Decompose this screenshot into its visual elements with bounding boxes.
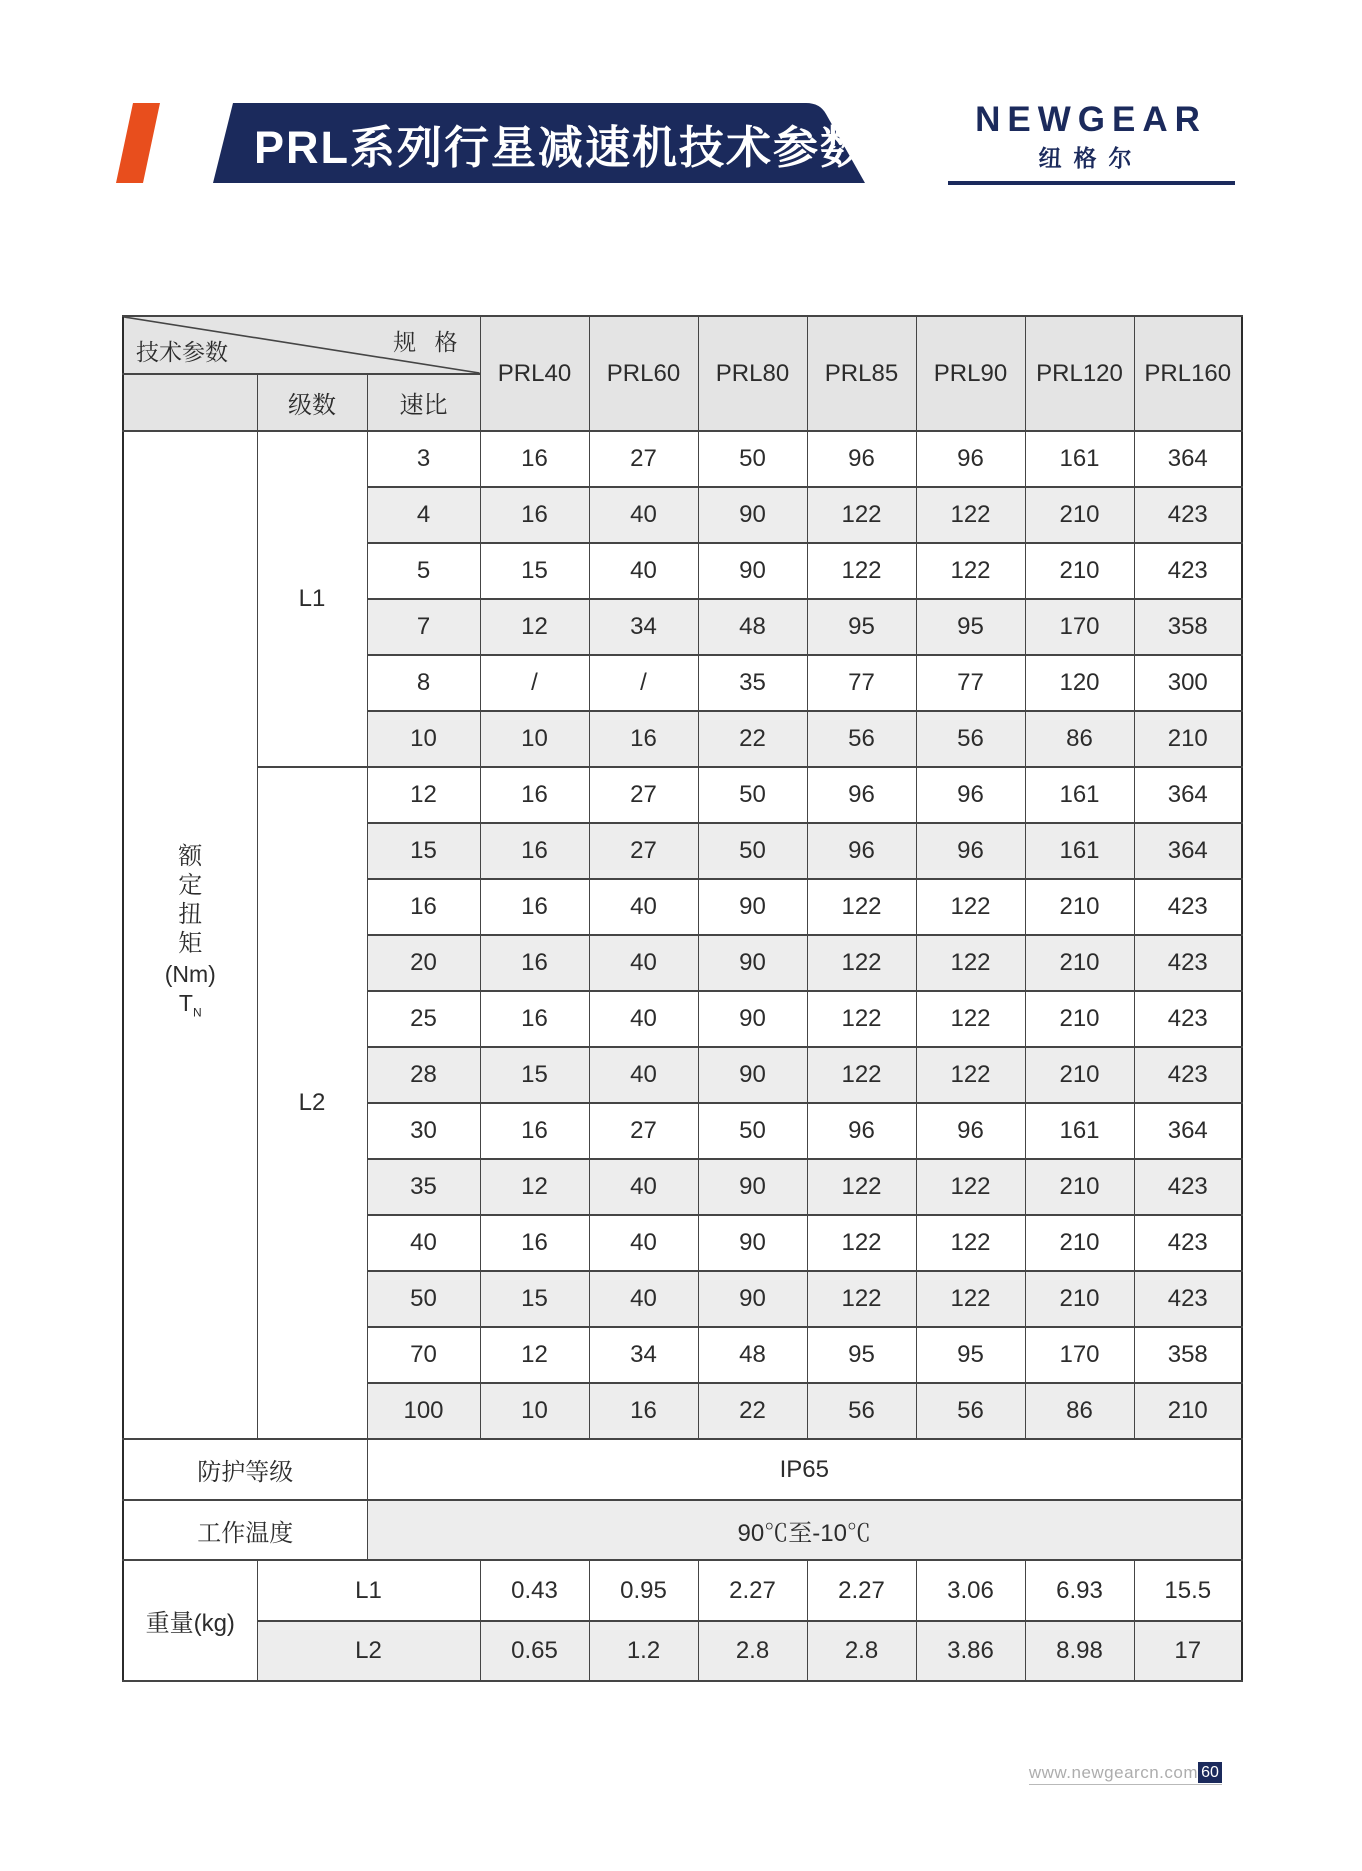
- value-cell: 27: [589, 1103, 698, 1159]
- protection-label: 防护等级: [123, 1439, 367, 1500]
- value-cell: 122: [916, 543, 1025, 599]
- value-cell: 358: [1134, 1327, 1242, 1383]
- value-cell: 161: [1025, 1103, 1134, 1159]
- value-cell: 122: [807, 1159, 916, 1215]
- weight-value-cell: 2.27: [698, 1560, 807, 1621]
- ratio-cell: 12: [367, 767, 480, 823]
- value-cell: 15: [480, 1271, 589, 1327]
- value-cell: 96: [916, 823, 1025, 879]
- value-cell: 210: [1025, 1271, 1134, 1327]
- value-cell: 120: [1025, 655, 1134, 711]
- value-cell: 122: [916, 935, 1025, 991]
- value-cell: 34: [589, 1327, 698, 1383]
- value-cell: 86: [1025, 711, 1134, 767]
- ratio-cell: 20: [367, 935, 480, 991]
- value-cell: 423: [1134, 487, 1242, 543]
- spec-table: [122, 315, 1243, 1682]
- value-cell: /: [589, 655, 698, 711]
- corner-label-params: 技术参数: [136, 339, 228, 365]
- temperature-row: [123, 1500, 1242, 1560]
- value-cell: 122: [807, 879, 916, 935]
- value-cell: 210: [1025, 879, 1134, 935]
- value-cell: 48: [698, 1327, 807, 1383]
- value-cell: 50: [698, 823, 807, 879]
- value-cell: 90: [698, 991, 807, 1047]
- value-cell: 90: [698, 487, 807, 543]
- value-cell: 423: [1134, 1271, 1242, 1327]
- value-cell: 16: [480, 935, 589, 991]
- value-cell: 210: [1025, 1047, 1134, 1103]
- value-cell: 56: [807, 711, 916, 767]
- weight-row-l1: [123, 1560, 1242, 1621]
- ratio-cell: 15: [367, 823, 480, 879]
- weight-stage-l1: L1: [257, 1560, 480, 1621]
- temperature-value: 90℃至-10℃: [367, 1500, 1242, 1560]
- value-cell: 10: [480, 1383, 589, 1439]
- value-cell: 86: [1025, 1383, 1134, 1439]
- col-header-prl60: PRL60: [589, 316, 698, 431]
- value-cell: 40: [589, 991, 698, 1047]
- footer-url: www.newgearcn.com: [1028, 1763, 1198, 1782]
- value-cell: 122: [916, 1159, 1025, 1215]
- value-cell: 423: [1134, 935, 1242, 991]
- ratio-cell: 10: [367, 711, 480, 767]
- value-cell: 96: [807, 1103, 916, 1159]
- value-cell: 122: [807, 487, 916, 543]
- value-cell: 90: [698, 1271, 807, 1327]
- col-header-prl80: PRL80: [698, 316, 807, 431]
- value-cell: 56: [916, 711, 1025, 767]
- logo-chinese-name: 纽格尔: [1038, 145, 1144, 171]
- value-cell: 27: [589, 823, 698, 879]
- logo-wordmark: NEWGEAR: [975, 100, 1207, 139]
- weight-value-cell: 0.43: [480, 1560, 589, 1621]
- value-cell: 27: [589, 767, 698, 823]
- page-number-badge: 60: [1198, 1762, 1222, 1783]
- value-cell: 364: [1134, 1103, 1242, 1159]
- value-cell: 16: [589, 711, 698, 767]
- value-cell: 16: [589, 1383, 698, 1439]
- temperature-label: 工作温度: [123, 1500, 367, 1560]
- brand-logo: [948, 100, 1234, 173]
- value-cell: 10: [480, 711, 589, 767]
- value-cell: 40: [589, 1159, 698, 1215]
- value-cell: 423: [1134, 543, 1242, 599]
- torque-label-cell: 额 定 扭 矩 (Nm) $T_N$: [123, 431, 257, 1439]
- value-cell: 96: [916, 1103, 1025, 1159]
- ratio-cell: 28: [367, 1047, 480, 1103]
- value-cell: 16: [480, 1103, 589, 1159]
- value-cell: 122: [807, 991, 916, 1047]
- value-cell: 122: [807, 1047, 916, 1103]
- subheader-empty: [123, 374, 257, 431]
- value-cell: 12: [480, 1159, 589, 1215]
- value-cell: 161: [1025, 767, 1134, 823]
- value-cell: 423: [1134, 1159, 1242, 1215]
- value-cell: 210: [1025, 1215, 1134, 1271]
- value-cell: 122: [807, 543, 916, 599]
- col-header-prl120: PRL120: [1025, 316, 1134, 431]
- value-cell: 358: [1134, 599, 1242, 655]
- value-cell: 48: [698, 599, 807, 655]
- value-cell: 40: [589, 935, 698, 991]
- value-cell: 16: [480, 1215, 589, 1271]
- value-cell: 90: [698, 1159, 807, 1215]
- value-cell: 170: [1025, 599, 1134, 655]
- ratio-cell: 16: [367, 879, 480, 935]
- value-cell: 16: [480, 431, 589, 487]
- corner-label-spec: 规 格: [393, 329, 464, 355]
- value-cell: 16: [480, 991, 589, 1047]
- value-cell: 122: [916, 487, 1025, 543]
- value-cell: 16: [480, 879, 589, 935]
- value-cell: 90: [698, 1215, 807, 1271]
- ratio-cell: 5: [367, 543, 480, 599]
- protection-row: [123, 1439, 1242, 1500]
- weight-value-cell: 8.98: [1025, 1621, 1134, 1681]
- ratio-cell: 3: [367, 431, 480, 487]
- weight-value-cell: 17: [1134, 1621, 1242, 1681]
- ratio-cell: 40: [367, 1215, 480, 1271]
- value-cell: 40: [589, 1215, 698, 1271]
- value-cell: 364: [1134, 823, 1242, 879]
- value-cell: 16: [480, 767, 589, 823]
- value-cell: 12: [480, 1327, 589, 1383]
- ratio-cell: 25: [367, 991, 480, 1047]
- value-cell: 95: [807, 1327, 916, 1383]
- value-cell: 40: [589, 879, 698, 935]
- value-cell: 22: [698, 1383, 807, 1439]
- header-row-1: [123, 316, 1242, 374]
- value-cell: 122: [916, 1271, 1025, 1327]
- value-cell: 35: [698, 655, 807, 711]
- value-cell: 77: [807, 655, 916, 711]
- value-cell: 96: [916, 431, 1025, 487]
- value-cell: 423: [1134, 1047, 1242, 1103]
- weight-label: 重量(kg): [123, 1560, 257, 1681]
- value-cell: 95: [807, 599, 916, 655]
- value-cell: 122: [916, 879, 1025, 935]
- subheader-ratio: 速比: [367, 374, 480, 431]
- stage-cell-l1: L1: [257, 431, 367, 767]
- value-cell: 210: [1025, 543, 1134, 599]
- value-cell: 170: [1025, 1327, 1134, 1383]
- value-cell: 210: [1025, 487, 1134, 543]
- value-cell: 122: [916, 1215, 1025, 1271]
- value-cell: 95: [916, 1327, 1025, 1383]
- weight-value-cell: 6.93: [1025, 1560, 1134, 1621]
- banner-orange-accent: [116, 103, 160, 183]
- ratio-cell: 4: [367, 487, 480, 543]
- col-header-prl85: PRL85: [807, 316, 916, 431]
- ratio-cell: 8: [367, 655, 480, 711]
- weight-value-cell: 2.27: [807, 1560, 916, 1621]
- value-cell: 210: [1025, 935, 1134, 991]
- weight-value-cell: 0.65: [480, 1621, 589, 1681]
- value-cell: 15: [480, 1047, 589, 1103]
- value-cell: 96: [807, 431, 916, 487]
- value-cell: 95: [916, 599, 1025, 655]
- value-cell: 210: [1134, 1383, 1242, 1439]
- value-cell: 300: [1134, 655, 1242, 711]
- value-cell: 50: [698, 1103, 807, 1159]
- value-cell: 56: [916, 1383, 1025, 1439]
- value-cell: 122: [807, 1215, 916, 1271]
- torque-row-l1-3: [123, 431, 1242, 487]
- value-cell: 423: [1134, 991, 1242, 1047]
- page-title: PRL系列行星减速机技术参数: [254, 121, 868, 173]
- value-cell: 122: [807, 1271, 916, 1327]
- torque-row-l2-12: [123, 767, 1242, 823]
- weight-value-cell: 3.86: [916, 1621, 1025, 1681]
- value-cell: 364: [1134, 767, 1242, 823]
- ratio-cell: 50: [367, 1271, 480, 1327]
- value-cell: 96: [916, 767, 1025, 823]
- value-cell: 210: [1025, 991, 1134, 1047]
- value-cell: 50: [698, 431, 807, 487]
- col-header-prl40: PRL40: [480, 316, 589, 431]
- value-cell: 12: [480, 599, 589, 655]
- value-cell: 122: [916, 991, 1025, 1047]
- value-cell: 90: [698, 1047, 807, 1103]
- value-cell: 423: [1134, 879, 1242, 935]
- value-cell: 50: [698, 767, 807, 823]
- value-cell: 40: [589, 1047, 698, 1103]
- torque-body: [123, 431, 1242, 1439]
- ratio-cell: 100: [367, 1383, 480, 1439]
- value-cell: 90: [698, 935, 807, 991]
- page-footer: [1029, 1762, 1222, 1785]
- ratio-cell: 7: [367, 599, 480, 655]
- value-cell: 27: [589, 431, 698, 487]
- value-cell: 56: [807, 1383, 916, 1439]
- weight-value-cell: 1.2: [589, 1621, 698, 1681]
- value-cell: 161: [1025, 431, 1134, 487]
- col-header-prl160: PRL160: [1134, 316, 1242, 431]
- weight-value-cell: 0.95: [589, 1560, 698, 1621]
- stage-cell-l2: L2: [257, 767, 367, 1439]
- value-cell: /: [480, 655, 589, 711]
- value-cell: 90: [698, 879, 807, 935]
- value-cell: 122: [807, 935, 916, 991]
- value-cell: 40: [589, 487, 698, 543]
- logo-underline: [948, 181, 1235, 185]
- weight-stage-l2: L2: [257, 1621, 480, 1681]
- weight-value-cell: 3.06: [916, 1560, 1025, 1621]
- weight-value-cell: 15.5: [1134, 1560, 1242, 1621]
- value-cell: 96: [807, 823, 916, 879]
- value-cell: 15: [480, 543, 589, 599]
- subheader-stages: 级数: [257, 374, 367, 431]
- value-cell: 40: [589, 1271, 698, 1327]
- value-cell: 423: [1134, 1215, 1242, 1271]
- weight-row-l2: [123, 1621, 1242, 1681]
- value-cell: 210: [1025, 1159, 1134, 1215]
- value-cell: 40: [589, 543, 698, 599]
- value-cell: 34: [589, 599, 698, 655]
- value-cell: 161: [1025, 823, 1134, 879]
- value-cell: 210: [1134, 711, 1242, 767]
- ratio-cell: 70: [367, 1327, 480, 1383]
- value-cell: 122: [916, 1047, 1025, 1103]
- protection-value: IP65: [367, 1439, 1242, 1500]
- title-banner: [208, 103, 870, 183]
- weight-value-cell: 2.8: [807, 1621, 916, 1681]
- col-header-prl90: PRL90: [916, 316, 1025, 431]
- value-cell: 77: [916, 655, 1025, 711]
- value-cell: 22: [698, 711, 807, 767]
- value-cell: 16: [480, 823, 589, 879]
- weight-value-cell: 2.8: [698, 1621, 807, 1681]
- value-cell: 90: [698, 543, 807, 599]
- value-cell: 16: [480, 487, 589, 543]
- ratio-cell: 30: [367, 1103, 480, 1159]
- ratio-cell: 35: [367, 1159, 480, 1215]
- value-cell: 96: [807, 767, 916, 823]
- corner-cell: [123, 316, 480, 374]
- value-cell: 364: [1134, 431, 1242, 487]
